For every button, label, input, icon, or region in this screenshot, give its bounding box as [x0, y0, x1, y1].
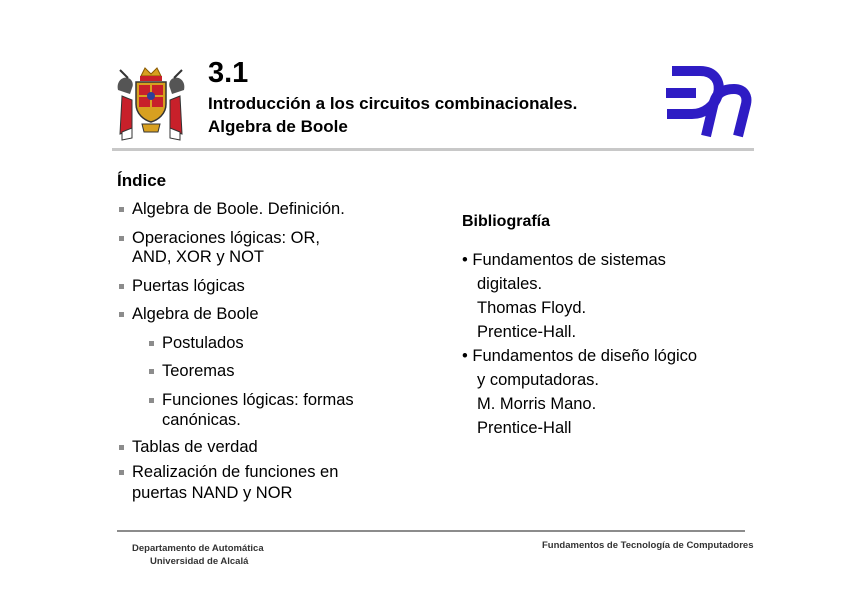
index-item-continuation: puertas NAND y NOR [132, 484, 293, 502]
index-item: Tablas de verdad [132, 438, 258, 456]
bullet-icon [119, 207, 124, 212]
sub-bullet-icon [149, 398, 154, 403]
bibliography-line: Prentice-Hall. [477, 323, 577, 341]
bibliography-line: Prentice-Hall [477, 419, 572, 437]
slide-title: Introducción a los circuitos combinacionales. [208, 94, 578, 113]
dn-logo-icon [662, 62, 754, 140]
title-divider [112, 148, 754, 151]
bullet-icon [119, 470, 124, 475]
bullet-icon [119, 284, 124, 289]
index-item: Algebra de Boole [132, 305, 259, 323]
bibliography-line: Thomas Floyd. [477, 299, 587, 317]
index-item: Operaciones lógicas: OR, [132, 229, 321, 247]
index-item: Puertas lógicas [132, 277, 245, 295]
bullet-icon [119, 312, 124, 317]
bibliography-line: • Fundamentos de diseño lógico [462, 347, 698, 365]
bibliography-heading: Bibliografía [462, 213, 551, 230]
bibliography-line: M. Morris Mano. [477, 395, 597, 413]
bibliography-line: y computadoras. [477, 371, 599, 389]
bullet-icon [119, 445, 124, 450]
bullet-icon [119, 236, 124, 241]
index-subitem: Teoremas [162, 362, 235, 380]
sub-bullet-icon [149, 369, 154, 374]
footer-course: Fundamentos de Tecnología de Computadores [542, 540, 754, 551]
bibliography-line: • Fundamentos de sistemas [462, 251, 666, 269]
index-item: Algebra de Boole. Definición. [132, 200, 345, 218]
slide-subtitle: Algebra de Boole [208, 117, 348, 136]
footer-divider [117, 530, 745, 532]
index-item: Realización de funciones en [132, 463, 339, 481]
footer-department: Departamento de Automática [132, 543, 264, 554]
slide-number: 3.1 [208, 57, 249, 89]
index-subitem: Postulados [162, 334, 244, 352]
index-item-continuation: AND, XOR y NOT [132, 248, 265, 266]
sub-bullet-icon [149, 341, 154, 346]
footer-university: Universidad de Alcalá [150, 556, 249, 567]
university-crest-icon [112, 60, 190, 142]
index-subitem-continuation: canónicas. [162, 411, 241, 429]
bibliography-line: digitales. [477, 275, 543, 293]
index-subitem: Funciones lógicas: formas [162, 391, 354, 409]
index-heading: Índice [117, 171, 167, 190]
